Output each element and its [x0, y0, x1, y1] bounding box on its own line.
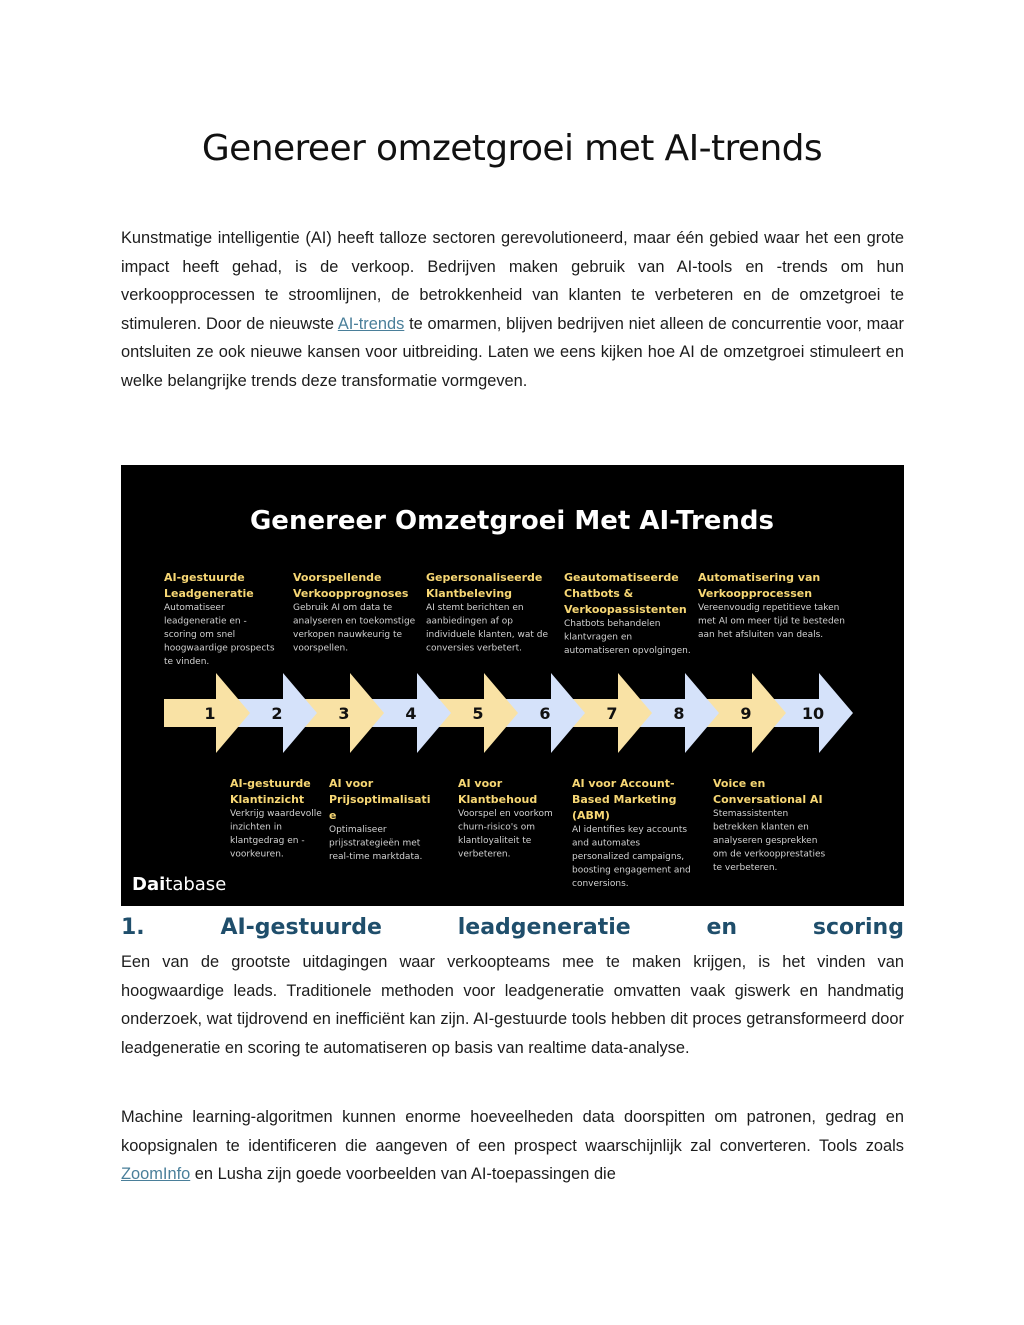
bottom-item-description: boosting engagement and [572, 865, 691, 876]
bottom-item-title: Based Marketing [572, 793, 677, 806]
top-item-description: scoring om snel [164, 630, 236, 640]
top-item-description: Vereenvoudig repetitieve taken [698, 603, 840, 613]
top-item-description: individuele klanten, wat de [426, 630, 549, 640]
heading-word: leadgeneratie [457, 914, 631, 940]
top-item-description: Gebruik AI om data te [293, 603, 393, 613]
top-item-title: AI-gestuurde [164, 571, 245, 584]
step-number-10: 10 [801, 704, 825, 723]
top-item-description: AI stemt berichten en [426, 603, 524, 613]
top-item-description: Automatiseer [164, 603, 225, 613]
page-title: Genereer omzetgroei met AI-trends [201, 128, 823, 169]
top-item-title: Chatbots & [564, 587, 634, 600]
bottom-item-title: AI-gestuurde [230, 777, 311, 790]
bottom-item-title: (ABM) [572, 809, 610, 822]
bottom-item-title: Klantinzicht [230, 793, 305, 806]
top-item-title: Verkoopassistenten [564, 603, 687, 616]
top-item-description: analyseren en toekomstige [293, 616, 416, 627]
intro-text-after-link: te omarmen, blijven bedrijven niet alleen de concurrentie voor, maar ontsluiten ze ook nieuwe kansen voor uitbreiding. Laten we eens kijken hoe AI de omzetgroei stimuleert en welke belangrijke trends deze transformatie vormgeven. [121, 314, 904, 390]
bottom-item-title: Conversational AI [713, 793, 823, 806]
step-number-7: 7 [606, 704, 618, 723]
bottom-item-description: and automates [572, 838, 641, 849]
step-number-1: 1 [204, 704, 216, 723]
top-item-description: aan het afsluiten van deals. [698, 630, 824, 640]
bottom-item-title: AI voor [329, 777, 374, 790]
top-item-description: conversies verbetert. [426, 643, 522, 654]
bottom-item-description: real-time marktdata. [329, 852, 423, 862]
top-item-title: Geautomatiseerde [564, 571, 679, 584]
top-item-description: leadgeneratie en - [164, 616, 247, 627]
top-item-description: verkopen nauwkeurig te [293, 630, 403, 640]
zoominfo-link[interactable]: ZoomInfo [121, 1165, 191, 1184]
top-item-title: Verkoopprocessen [698, 587, 813, 600]
bottom-item-description: verbeteren. [458, 849, 511, 860]
infographic-title: Genereer Omzetgroei Met AI-Trends [249, 506, 775, 536]
top-item-title: Automatisering van [698, 571, 821, 584]
section-heading-lead-generation [121, 910, 904, 944]
step-number-8: 8 [673, 704, 685, 723]
bottom-item-description: Verkrijg waardevolle [230, 809, 322, 819]
bottom-item-title: e [329, 809, 337, 822]
top-item-title: Klantbeleving [426, 587, 513, 600]
bottom-item-description: klantloyaliteit te [458, 836, 532, 846]
bottom-item-description: te verbeteren. [713, 863, 778, 873]
bottom-item-description: betrekken klanten en [713, 822, 809, 833]
section1-paragraph-1: Een van de grootste uitdagingen waar verkoopteams mee te maken krijgen, is het vinden van hoogwaardige leads. Traditionele methoden voor leadgeneratie omvatten vaak giswerk en handmatig onderzoek, wat tijdrovend en inefficiënt kan zijn. AI-gestuurde tools hebben dit proces getransformeerd door leadgeneratie en scoring te automatiseren op basis van realtime data-analyse. [121, 953, 904, 1057]
bottom-item-description: inzichten in [230, 822, 282, 833]
brand-logo: Daitabase [132, 874, 227, 895]
step-number-6: 6 [539, 704, 551, 723]
top-item-title: Gepersonaliseerde [426, 571, 543, 584]
top-item-description: aanbiedingen af op [426, 616, 513, 627]
step-number-5: 5 [472, 704, 484, 723]
top-item-description: voorspellen. [293, 643, 349, 654]
top-item-title: Leadgeneratie [164, 587, 254, 600]
step-number-2: 2 [271, 704, 283, 723]
intro-paragraph [121, 224, 904, 396]
ai-trends-link[interactable]: AI-trends [337, 314, 405, 333]
bottom-item-description: om de verkoopprestaties [713, 849, 826, 860]
top-item-description: automatiseren opvolgingen. [564, 646, 691, 656]
bottom-item-description: Optimaliseer [329, 825, 387, 835]
bottom-item-description: AI identifies key accounts [572, 825, 688, 835]
top-item-description: hoogwaardige prospects [164, 643, 275, 654]
bottom-item-description: churn-risico's om [458, 822, 535, 833]
heading-word: scoring [812, 914, 904, 940]
heading-number: 1. [121, 914, 145, 940]
bottom-item-title: Prijsoptimalisati [329, 793, 431, 806]
bottom-item-description: Voorspel en voorkom [458, 809, 553, 819]
bottom-item-description: personalized campaigns, [572, 852, 685, 862]
infographic-image [121, 465, 904, 906]
heading-word: en [706, 914, 738, 940]
section1-paragraph-2 [121, 1103, 904, 1189]
bottom-item-description: voorkeuren. [230, 849, 284, 860]
bottom-item-description: prijsstrategieën met [329, 838, 421, 849]
bottom-item-description: conversions. [572, 879, 629, 889]
infographic-svg [121, 465, 904, 906]
top-item-description: te vinden. [164, 657, 210, 667]
bottom-item-title: Klantbehoud [458, 793, 538, 806]
paragraph2-text-before-link: Machine learning-algoritmen kunnen enorme hoeveelheden data doorspitten om patronen, gedrag en koopsignalen te identificeren die aangeven of een prospect waarschijnlijk zal converteren. Tools zoals [121, 1108, 904, 1155]
top-item-description: klantvragen en [564, 632, 633, 643]
bottom-item-description: Stemassistenten [713, 809, 789, 819]
intro-text-before-link: Kunstmatige intelligentie (AI) heeft talloze sectoren gerevolutioneerd, maar één gebied waar het een grote impact heeft gehad, is de verkoop. Bedrijven maken gebruik van AI-tools en -trends om hun verkoopprocessen te stroomlijnen, de betrokkenheid van klanten te verbeteren en de omzetgroei te stimuleren. Door de nieuwste [121, 229, 904, 333]
step-number-9: 9 [740, 704, 752, 723]
bottom-item-description: klantgedrag en - [230, 836, 305, 846]
paragraph2-text-after-link: en Lusha zijn goede voorbeelden van AI-toepassingen die [190, 1165, 616, 1184]
bottom-item-title: AI voor Account- [572, 777, 675, 790]
step-number-4: 4 [405, 704, 417, 723]
heading-word: AI-gestuurde [220, 914, 382, 940]
top-item-description: met AI om meer tijd te besteden [698, 616, 845, 627]
top-item-title: Verkoopprognoses [293, 587, 409, 600]
top-item-title: Voorspellende [293, 571, 382, 584]
bottom-item-title: Voice en [713, 777, 766, 790]
step-number-3: 3 [338, 704, 350, 723]
bottom-item-description: analyseren gesprekken [713, 836, 818, 846]
bottom-item-title: AI voor [458, 777, 503, 790]
top-item-description: Chatbots behandelen [564, 619, 661, 629]
